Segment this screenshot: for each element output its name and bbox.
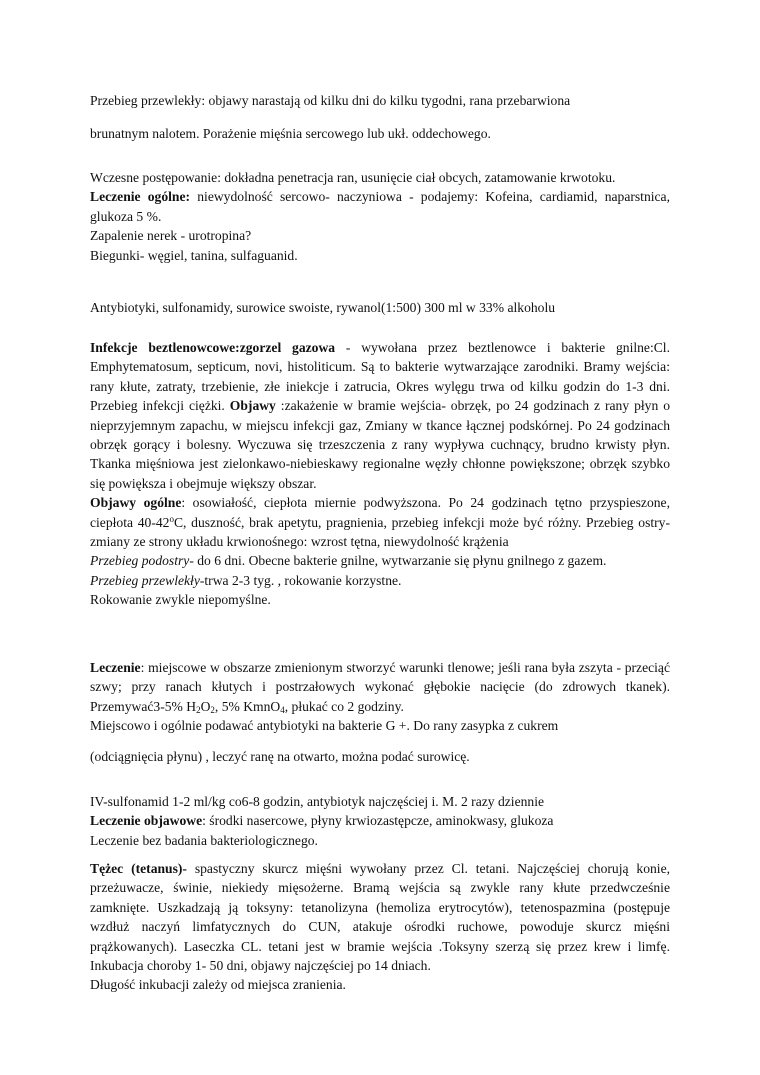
paragraph-chronic-course: [90, 91, 670, 110]
text-span: spastyczny skurcz mięśni wywołany przez Cl. tetani. Najczęściej chorują konie, przeżuwacze, świnie, niekiedy mięsożerne. Bramą wejścia są zwykle rany kłute przedwcześnie zamknięte. Uszkadzają ją toksyny: tetanolizyna (hemoliza erytrocytów), tetenospazmina (postępuje wzdłuż naczyń limfatycznych do CUN, atakuje ośrodki ruchowe, powoduje skurcz mięśni prążkowanych). Laseczka CL. tetani jest w bramie wejścia .Toksyny szerzą się przez krew i limfę. Inkubacja choroby 1- 50 dni, objawy najczęściej po 14 dniach.: [90, 861, 671, 974]
text-line: Zapalenie nerek - urotropina?: [90, 228, 252, 244]
subscript: 2: [210, 704, 215, 715]
text-span: :zakażenie w bramie wejścia- obrzęk, po 24 godzinach z rany płyn o nieprzyjemnym zapachu, w miejscu infekcji gaz, Zmiany w tkance łącznej podskórnej. Po 24 godzinach obrzęk gorący i bolesny. Wyczuwa się trzeszczenia z rany wypływa cuchnący, brudno krwisty płyn. Tkanka mięśniowa jest zielonkawo-niebieskawy regionalne węzły chłonne powiększone; obrzęk szybko się powiększa i obejmuje większy obszar.: [90, 398, 671, 491]
text-line: Długość inkubacji zależy od miejsca zranienia.: [90, 977, 346, 993]
bold-label: Leczenie ogólne:: [90, 189, 191, 205]
text-span: O: [200, 698, 211, 714]
text-line: Miejscowo i ogólnie podawać antybiotyki na bakterie G +. Do rany zasypka z cukrem: [90, 718, 559, 734]
text-span: niewydolność sercowo- naczyniowa - podajemy: Kofeina, cardiamid, naparstnica, glukoza 5 %.: [90, 189, 670, 224]
paragraph-early-management: [90, 168, 670, 265]
text-line: brunatnym nalotem. Porażenie mięśnia sercowego lub ukł. oddechowego.: [90, 126, 491, 141]
italic-label: Przebieg przewlekły: [90, 572, 200, 588]
text-line: Wczesne postępowanie: dokładna penetracja ran, usunięcie ciał obcych, zatamowanie krwotoku.: [90, 170, 616, 185]
text-line: Biegunki- węgiel, tanina, sulfaguanid.: [90, 247, 298, 263]
text-line: IV-sulfonamid 1-2 ml/kg co6-8 godzin, antybiotyk najczęściej i. M. 2 razy dziennie: [90, 794, 545, 809]
text-span: : osowiałość, ciepłota miernie podwyższona. Po 24 godzinach tętno przyspieszone, ciepłota 40-42: [90, 495, 670, 530]
subscript: 4: [280, 704, 285, 715]
subacute-course: [90, 551, 670, 570]
text-line: Antybiotyki, sulfonamidy, surowice swoiste, rywanol(1:500) 300 ml w 33% alkoholu: [90, 300, 556, 315]
text-line: Przebieg przewlekły: objawy narastają od kilku dni do kilku tygodni, rana przebarwiona: [90, 93, 571, 108]
paragraph-tetanus: [90, 859, 670, 995]
text-span: - do 6 dni. Obecne bakterie gnilne, wytwarzanie się płynu gnilnego z gazem.: [189, 553, 607, 569]
general-symptoms: [90, 493, 670, 551]
bold-label: Leczenie objawowe: [90, 813, 203, 829]
section-title: Tężec (tetanus)-: [90, 861, 187, 876]
bold-label: Objawy ogólne: [90, 495, 182, 511]
treatment-description: [90, 658, 670, 716]
bold-label: Leczenie: [90, 660, 141, 675]
paragraph-treatment: [90, 658, 670, 736]
text-span: C, duszność, brak apetytu, pragnienia, przebieg infekcji może być różny. Przebieg ostry-zmiany ze strony układu krwionośnego: wzrost tętna, niewydolność krążenia: [90, 514, 671, 550]
text-span: , 5% KmnO: [214, 698, 281, 714]
subscript: 2: [196, 704, 201, 715]
general-treatment: [90, 187, 670, 226]
paragraph-chronic-course-cont: [90, 124, 670, 143]
paragraph-iv-treatment: [90, 792, 670, 850]
paragraph-antibiotics: [90, 298, 670, 317]
tetanus-description: [90, 859, 670, 975]
text-line: Leczenie bez badania bakteriologicznego.: [90, 832, 318, 848]
chronic-course: [90, 571, 670, 590]
section-title: Infekcje beztlenowcowe:zgorzel gazowa: [90, 340, 336, 355]
text-span: : środki nasercowe, płyny krwiozastępcze, aminokwasy, glukoza: [202, 813, 554, 829]
bold-label: Objawy: [229, 398, 276, 414]
text-span: - wywołana przez beztlenowce i bakterie gnilne:Cl. Emphytematosum, septicum, novi, histoliticum. Są to bakterie wytwarzające zarodniki. Bramy wejścia: rany kłute, zatraty, trzebienie, złe iniekcje i zatrucia, Okres wylęgu trwa od kilku godzin do 1-3 dni. Przebieg infekcji ciężki.: [90, 340, 670, 414]
paragraph-treatment-cont: [90, 747, 670, 766]
text-line: Rokowanie zwykle niepomyślne.: [90, 592, 271, 608]
italic-label: Przebieg podostry: [90, 553, 190, 569]
text-span: -trwa 2-3 tyg. , rokowanie korzystne.: [199, 572, 402, 588]
paragraph-gas-gangrene: [90, 338, 670, 610]
symptomatic-treatment: [90, 811, 670, 830]
text-line: (odciągnięcia płynu) , leczyć ranę na otwarto, można podać surowicę.: [90, 749, 470, 764]
text-span: , płukać co 2 godziny.: [284, 698, 404, 714]
gangrene-description: [90, 338, 670, 493]
text-span: : miejscowe w obszarze zmienionym stworzyć warunki tlenowe; jeśli rana była zszyta - przeciąć szwy; przy ranach kłutych i postrzałowych wykonać głębokie nacięcie (do zdrowych tkanek). Przemywać3-5% H: [90, 660, 670, 714]
superscript: o: [169, 513, 174, 524]
